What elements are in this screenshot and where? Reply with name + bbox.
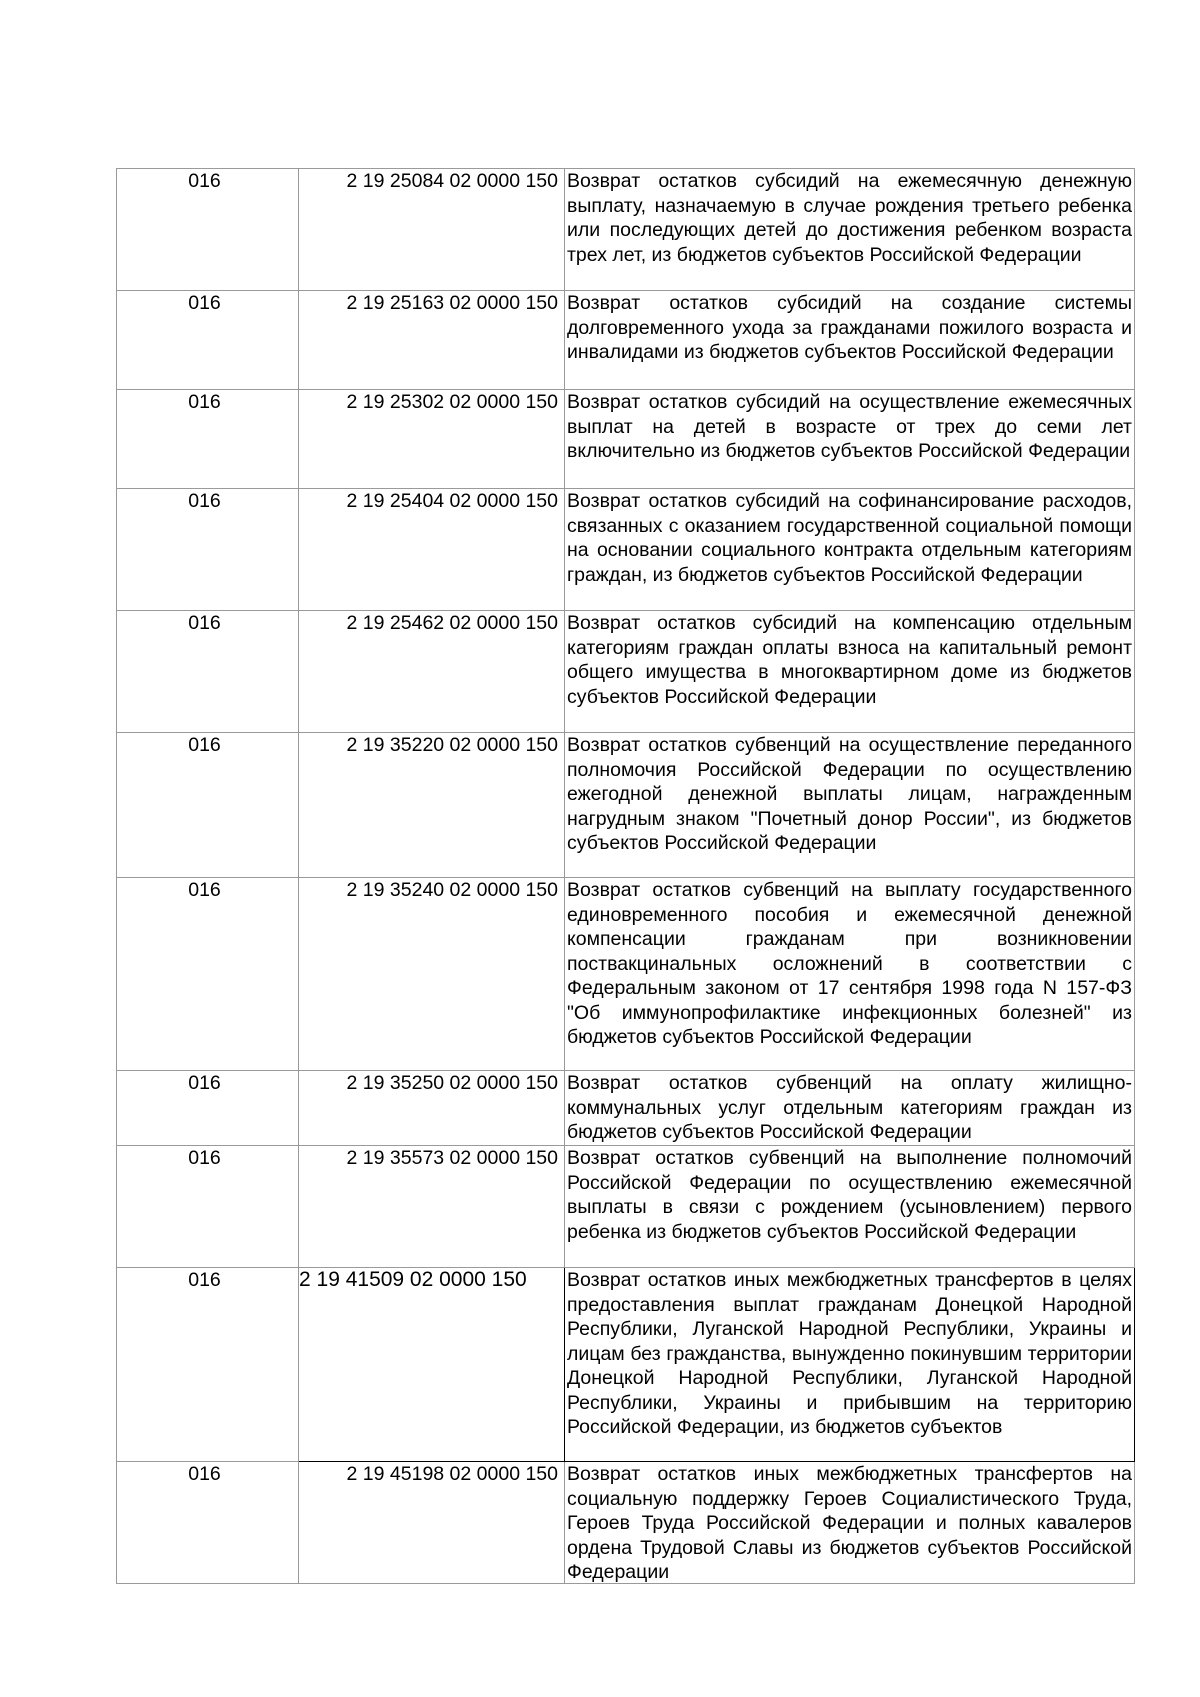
budget-code-cell: 2 19 25462 02 0000 150 [299, 611, 565, 733]
income-name-cell: Возврат остатков субсидий на создание системы долговременного ухода за гражданами пожилого возраста и инвалидами из бюджетов субъектов Российской Федерации [565, 291, 1135, 390]
admin-code-cell: 016 [117, 611, 299, 733]
budget-code-cell: 2 19 35250 02 0000 150 [299, 1071, 565, 1146]
table-row [117, 733, 1135, 878]
income-name-cell: Возврат остатков субвенций на оплату жилищно-коммунальных услуг отдельным категориям граждан из бюджетов субъектов Российской Федерации [565, 1071, 1135, 1146]
budget-code-cell: 2 19 25163 02 0000 150 [299, 291, 565, 390]
income-name-cell: Возврат остатков субсидий на осуществление ежемесячных выплат на детей в возрасте от трех до семи лет включительно из бюджетов субъектов Российской Федерации [565, 390, 1135, 489]
budget-code-cell: 2 19 41509 02 0000 150 [299, 1268, 565, 1462]
income-name-cell: Возврат остатков субвенций на осуществление переданного полномочия Российской Федерации по осуществлению ежегодной денежной выплаты лицам, награжденным нагрудным знаком "Почетный донор России", из бюджетов субъектов Российской Федерации [565, 733, 1135, 878]
admin-code-cell: 016 [117, 390, 299, 489]
income-name-cell: Возврат остатков субсидий на софинансирование расходов, связанных с оказанием государственной социальной помощи на основании социального контракта отдельным категориям граждан, из бюджетов субъектов Российской Федерации [565, 489, 1135, 611]
admin-code-cell: 016 [117, 878, 299, 1071]
table-row [117, 169, 1135, 291]
admin-code-cell: 016 [117, 733, 299, 878]
income-name-cell: Возврат остатков субвенций на выполнение полномочий Российской Федерации по осуществлению ежемесячной выплаты в связи с рождением (усыновлением) первого ребенка из бюджетов субъектов Российской Федерации [565, 1146, 1135, 1268]
budget-code-cell: 2 19 35240 02 0000 150 [299, 878, 565, 1071]
admin-code-cell: 016 [117, 1146, 299, 1268]
admin-code-cell: 016 [117, 1462, 299, 1584]
table-row [117, 489, 1135, 611]
income-name-cell: Возврат остатков субвенций на выплату государственного единовременного пособия и ежемесячной денежной компенсации гражданам при возникновении поствакцинальных осложнений в соответствии с Федеральным законом от 17 сентября 1998 года N 157-ФЗ "Об иммунопрофилактике инфекционных болезней" из бюджетов субъектов Российской Федерации [565, 878, 1135, 1071]
income-name-cell: Возврат остатков иных межбюджетных трансфертов в целях предоставления выплат гражданам Донецкой Народной Республики, Луганской Народной Республики, Украины и лицам без гражданства, вынужденно покинувшим территории Донецкой Народной Республики, Луганской Народной Республики, Украины и прибывшим на территорию Российской Федерации, из бюджетов субъектов [565, 1268, 1135, 1462]
admin-code-cell: 016 [117, 169, 299, 291]
budget-code-cell: 2 19 35220 02 0000 150 [299, 733, 565, 878]
table-row [117, 1462, 1135, 1584]
admin-code-cell: 016 [117, 489, 299, 611]
budget-code-cell: 2 19 25404 02 0000 150 [299, 489, 565, 611]
income-name-cell: Возврат остатков субсидий на ежемесячную денежную выплату, назначаемую в случае рождения третьего ребенка или последующих детей до достижения ребенком возраста трех лет, из бюджетов субъектов Российской Федерации [565, 169, 1135, 291]
table-row [117, 390, 1135, 489]
budget-classification-table [116, 168, 1135, 1584]
admin-code-cell: 016 [117, 291, 299, 390]
table-row [117, 1268, 1135, 1462]
income-name-cell: Возврат остатков иных межбюджетных трансфертов на социальную поддержку Героев Социалистического Труда, Героев Труда Российской Федерации и полных кавалеров ордена Трудовой Славы из бюджетов субъектов Российской Федерации [565, 1462, 1135, 1584]
table-row [117, 291, 1135, 390]
income-name-cell: Возврат остатков субсидий на компенсацию отдельным категориям граждан оплаты взноса на капитальный ремонт общего имущества в многоквартирном доме из бюджетов субъектов Российской Федерации [565, 611, 1135, 733]
table-row [117, 1071, 1135, 1146]
admin-code-cell: 016 [117, 1268, 299, 1462]
budget-code-cell: 2 19 25302 02 0000 150 [299, 390, 565, 489]
table-row [117, 878, 1135, 1071]
table-row [117, 611, 1135, 733]
table-row [117, 1146, 1135, 1268]
budget-code-cell: 2 19 45198 02 0000 150 [299, 1462, 565, 1584]
admin-code-cell: 016 [117, 1071, 299, 1146]
budget-code-cell: 2 19 25084 02 0000 150 [299, 169, 565, 291]
budget-code-cell: 2 19 35573 02 0000 150 [299, 1146, 565, 1268]
